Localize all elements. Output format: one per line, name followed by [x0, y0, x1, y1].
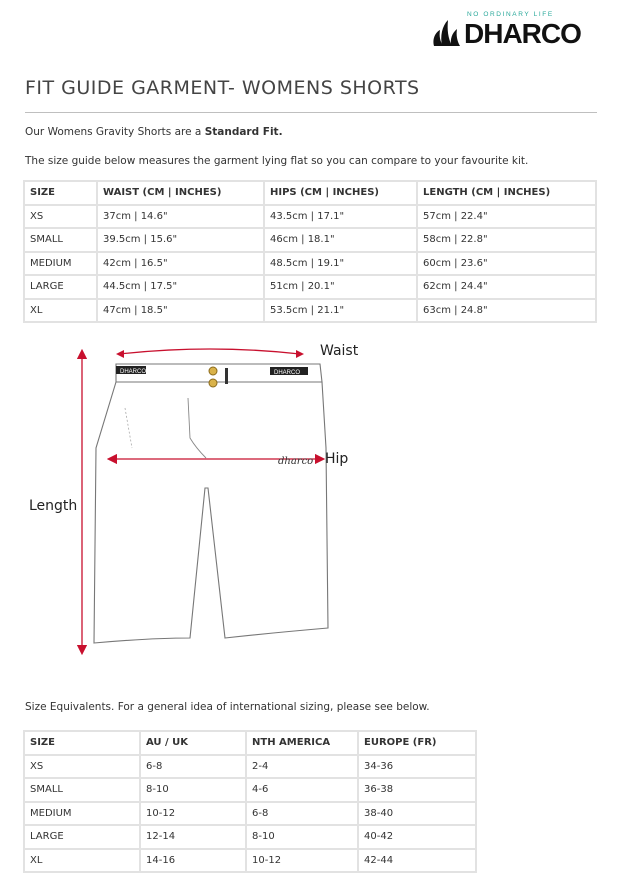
- cell-au-uk: 6-8: [140, 755, 246, 779]
- waistband-brand-left: DHARCO: [120, 369, 147, 375]
- header-length: LENGTH (CM | INCHES): [417, 181, 596, 205]
- table-header-row: [24, 181, 596, 205]
- table-row: [24, 228, 596, 252]
- cell-hips: 46cm | 18.1": [264, 228, 417, 252]
- cell-hips: 53.5cm | 21.1": [264, 299, 417, 323]
- waist-arrow: [120, 349, 300, 354]
- cell-europe: 36-38: [358, 778, 476, 802]
- table-row: [24, 755, 476, 779]
- button-icon: [209, 379, 217, 387]
- cell-nth-america: 10-12: [246, 849, 358, 873]
- cell-au-uk: 10-12: [140, 802, 246, 826]
- cell-waist: 44.5cm | 17.5": [97, 275, 264, 299]
- header-size: SIZE: [24, 731, 140, 755]
- table-row: [24, 825, 476, 849]
- equivalents-table: [23, 730, 477, 873]
- cell-nth-america: 2-4: [246, 755, 358, 779]
- cell-au-uk: 14-16: [140, 849, 246, 873]
- cell-size: SMALL: [24, 778, 140, 802]
- brand-mark-icon: [430, 16, 464, 50]
- brand-name: DHARCO: [464, 18, 581, 49]
- cell-europe: 40-42: [358, 825, 476, 849]
- cell-europe: 34-36: [358, 755, 476, 779]
- fit-type: Standard Fit.: [204, 126, 283, 138]
- cell-size: MEDIUM: [24, 802, 140, 826]
- equivalents-note: Size Equivalents. For a general idea of international sizing, please see below.: [25, 701, 430, 713]
- cell-size: XS: [24, 205, 97, 229]
- cell-hips: 48.5cm | 19.1": [264, 252, 417, 276]
- cell-size: XL: [24, 299, 97, 323]
- brand-logo: [430, 8, 610, 52]
- length-label: Length: [29, 498, 78, 514]
- table-row: [24, 849, 476, 873]
- header-size: SIZE: [24, 181, 97, 205]
- cell-size: LARGE: [24, 825, 140, 849]
- cell-europe: 42-44: [358, 849, 476, 873]
- cell-size: LARGE: [24, 275, 97, 299]
- cell-size: XL: [24, 849, 140, 873]
- cell-hips: 43.5cm | 17.1": [264, 205, 417, 229]
- cell-length: 57cm | 22.4": [417, 205, 596, 229]
- cell-au-uk: 12-14: [140, 825, 246, 849]
- fit-statement: [25, 126, 283, 138]
- header-nth-america: NTH AMERICA: [246, 731, 358, 755]
- header-waist: WAIST (CM | INCHES): [97, 181, 264, 205]
- table-row: [24, 275, 596, 299]
- header-europe: EUROPE (FR): [358, 731, 476, 755]
- cell-length: 63cm | 24.8": [417, 299, 596, 323]
- brand-tagline: NO ORDINARY LIFE: [467, 11, 554, 18]
- table-header-row: [24, 731, 476, 755]
- cell-waist: 42cm | 16.5": [97, 252, 264, 276]
- fit-statement-text: Our Womens Gravity Shorts are a: [25, 126, 205, 138]
- garment-logo: dharco: [278, 456, 314, 467]
- header-hips: HIPS (CM | INCHES): [264, 181, 417, 205]
- shorts-outline: [94, 364, 328, 643]
- button-icon: [209, 367, 217, 375]
- cell-length: 58cm | 22.8": [417, 228, 596, 252]
- cell-length: 62cm | 24.4": [417, 275, 596, 299]
- cell-hips: 51cm | 20.1": [264, 275, 417, 299]
- title-divider: [25, 112, 597, 113]
- cell-size: XS: [24, 755, 140, 779]
- cell-size: SMALL: [24, 228, 97, 252]
- cell-waist: 47cm | 18.5": [97, 299, 264, 323]
- cell-nth-america: 6-8: [246, 802, 358, 826]
- cell-au-uk: 8-10: [140, 778, 246, 802]
- guide-note: The size guide below measures the garment lying flat so you can compare to your favourite kit.: [25, 155, 529, 167]
- cell-nth-america: 8-10: [246, 825, 358, 849]
- table-row: [24, 205, 596, 229]
- table-row: [24, 252, 596, 276]
- header-au-uk: AU / UK: [140, 731, 246, 755]
- hip-label: Hip: [325, 451, 349, 467]
- page-title: FIT GUIDE GARMENT- WOMENS SHORTS: [25, 77, 420, 99]
- cell-europe: 38-40: [358, 802, 476, 826]
- table-row: [24, 778, 476, 802]
- cell-waist: 39.5cm | 15.6": [97, 228, 264, 252]
- cell-nth-america: 4-6: [246, 778, 358, 802]
- waistband-brand-right: DHARCO: [274, 370, 301, 376]
- table-row: [24, 802, 476, 826]
- waist-label: Waist: [320, 343, 359, 359]
- table-row: [24, 299, 596, 323]
- cell-waist: 37cm | 14.6": [97, 205, 264, 229]
- cell-size: MEDIUM: [24, 252, 97, 276]
- cell-length: 60cm | 23.6": [417, 252, 596, 276]
- size-table: [23, 180, 597, 323]
